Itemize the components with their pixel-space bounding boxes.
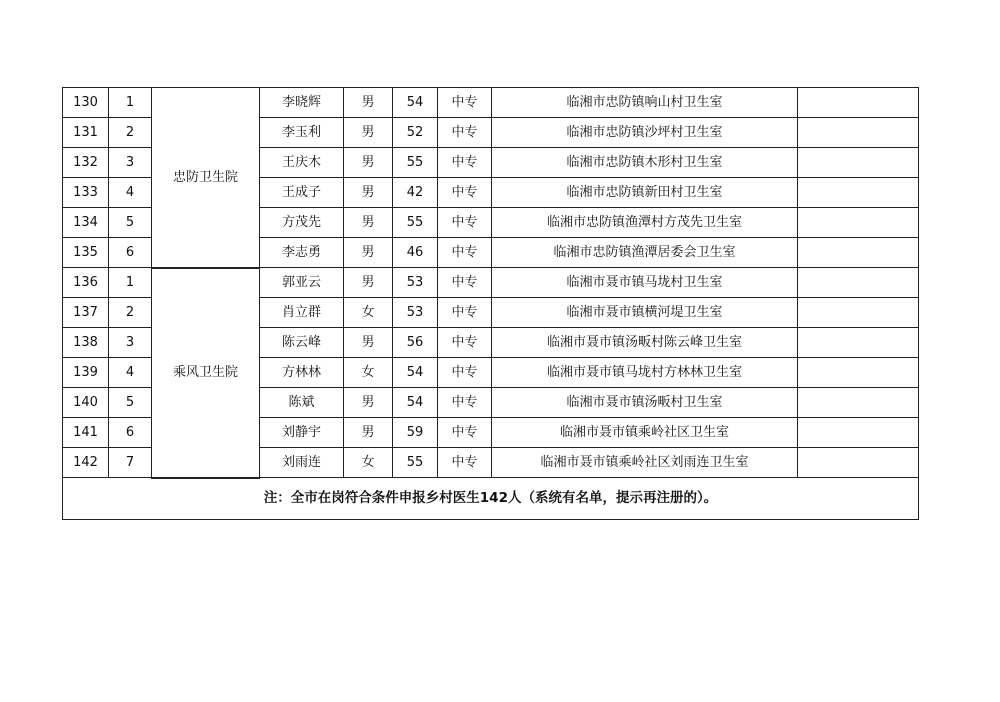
age-cell: 56 — [393, 328, 438, 358]
education-cell: 中专 — [438, 268, 492, 298]
sequence-cell: 2 — [109, 298, 152, 328]
row-number-cell: 135 — [63, 238, 109, 268]
sex-cell: 女 — [344, 448, 393, 478]
education-cell: 中专 — [438, 208, 492, 238]
education-cell: 中专 — [438, 238, 492, 268]
table-row — [63, 268, 919, 298]
unit-cell: 临湘市聂市镇马垅村方林林卫生室 — [492, 358, 798, 388]
doctor-roster-table — [62, 87, 919, 520]
remark-cell — [798, 388, 919, 418]
name-cell: 方林林 — [260, 358, 344, 388]
sex-cell: 男 — [344, 208, 393, 238]
sex-cell: 男 — [344, 118, 393, 148]
unit-cell: 临湘市聂市镇乘岭社区卫生室 — [492, 418, 798, 448]
unit-cell: 临湘市忠防镇新田村卫生室 — [492, 178, 798, 208]
name-cell: 王庆木 — [260, 148, 344, 178]
row-number-cell: 131 — [63, 118, 109, 148]
age-cell: 53 — [393, 298, 438, 328]
table-note: 注：全市在岗符合条件申报乡村医生142人（系统有名单，提示再注册的）。 — [63, 478, 919, 520]
age-cell: 55 — [393, 208, 438, 238]
unit-cell: 临湘市忠防镇渔潭居委会卫生室 — [492, 238, 798, 268]
name-cell: 刘雨连 — [260, 448, 344, 478]
remark-cell — [798, 358, 919, 388]
sequence-cell: 5 — [109, 388, 152, 418]
name-cell: 郭亚云 — [260, 268, 344, 298]
row-number-cell: 130 — [63, 88, 109, 118]
remark-cell — [798, 328, 919, 358]
row-number-cell: 133 — [63, 178, 109, 208]
note-row — [63, 478, 919, 520]
unit-cell: 临湘市忠防镇木形村卫生室 — [492, 148, 798, 178]
sequence-cell: 6 — [109, 238, 152, 268]
row-number-cell: 132 — [63, 148, 109, 178]
name-cell: 李晓辉 — [260, 88, 344, 118]
education-cell: 中专 — [438, 358, 492, 388]
sex-cell: 男 — [344, 88, 393, 118]
education-cell: 中专 — [438, 178, 492, 208]
name-cell: 李玉利 — [260, 118, 344, 148]
name-cell: 王成子 — [260, 178, 344, 208]
unit-cell: 临湘市聂市镇马垅村卫生室 — [492, 268, 798, 298]
unit-cell: 临湘市聂市镇汤畈村陈云峰卫生室 — [492, 328, 798, 358]
organization-cell: 忠防卫生院 — [152, 88, 260, 268]
name-cell: 陈斌 — [260, 388, 344, 418]
remark-cell — [798, 88, 919, 118]
remark-cell — [798, 148, 919, 178]
remark-cell — [798, 208, 919, 238]
age-cell: 42 — [393, 178, 438, 208]
age-cell: 55 — [393, 448, 438, 478]
education-cell: 中专 — [438, 298, 492, 328]
unit-cell: 临湘市聂市镇横河堤卫生室 — [492, 298, 798, 328]
name-cell: 陈云峰 — [260, 328, 344, 358]
remark-cell — [798, 268, 919, 298]
education-cell: 中专 — [438, 118, 492, 148]
sequence-cell: 4 — [109, 178, 152, 208]
row-number-cell: 141 — [63, 418, 109, 448]
name-cell: 方茂先 — [260, 208, 344, 238]
unit-cell: 临湘市聂市镇乘岭社区刘雨连卫生室 — [492, 448, 798, 478]
age-cell: 52 — [393, 118, 438, 148]
remark-cell — [798, 418, 919, 448]
row-number-cell: 136 — [63, 268, 109, 298]
age-cell: 54 — [393, 358, 438, 388]
sequence-cell: 3 — [109, 328, 152, 358]
row-number-cell: 139 — [63, 358, 109, 388]
table-row — [63, 88, 919, 118]
sequence-cell: 5 — [109, 208, 152, 238]
row-number-cell: 138 — [63, 328, 109, 358]
age-cell: 55 — [393, 148, 438, 178]
remark-cell — [798, 298, 919, 328]
sex-cell: 男 — [344, 268, 393, 298]
education-cell: 中专 — [438, 148, 492, 178]
education-cell: 中专 — [438, 88, 492, 118]
sex-cell: 男 — [344, 178, 393, 208]
sex-cell: 男 — [344, 388, 393, 418]
education-cell: 中专 — [438, 448, 492, 478]
row-number-cell: 142 — [63, 448, 109, 478]
sex-cell: 男 — [344, 238, 393, 268]
unit-cell: 临湘市忠防镇渔潭村方茂先卫生室 — [492, 208, 798, 238]
education-cell: 中专 — [438, 328, 492, 358]
education-cell: 中专 — [438, 418, 492, 448]
name-cell: 李志勇 — [260, 238, 344, 268]
remark-cell — [798, 448, 919, 478]
organization-cell: 乘风卫生院 — [152, 268, 260, 478]
unit-cell: 临湘市忠防镇沙坪村卫生室 — [492, 118, 798, 148]
age-cell: 54 — [393, 88, 438, 118]
age-cell: 59 — [393, 418, 438, 448]
name-cell: 肖立群 — [260, 298, 344, 328]
sequence-cell: 7 — [109, 448, 152, 478]
unit-cell: 临湘市忠防镇响山村卫生室 — [492, 88, 798, 118]
row-number-cell: 134 — [63, 208, 109, 238]
sequence-cell: 3 — [109, 148, 152, 178]
sequence-cell: 1 — [109, 268, 152, 298]
age-cell: 53 — [393, 268, 438, 298]
remark-cell — [798, 178, 919, 208]
remark-cell — [798, 118, 919, 148]
sex-cell: 女 — [344, 298, 393, 328]
sex-cell: 男 — [344, 328, 393, 358]
row-number-cell: 140 — [63, 388, 109, 418]
roster-body — [63, 88, 919, 520]
education-cell: 中专 — [438, 388, 492, 418]
age-cell: 46 — [393, 238, 438, 268]
sequence-cell: 2 — [109, 118, 152, 148]
sequence-cell: 1 — [109, 88, 152, 118]
sex-cell: 男 — [344, 148, 393, 178]
row-number-cell: 137 — [63, 298, 109, 328]
remark-cell — [798, 238, 919, 268]
sex-cell: 女 — [344, 358, 393, 388]
name-cell: 刘静宇 — [260, 418, 344, 448]
sequence-cell: 4 — [109, 358, 152, 388]
age-cell: 54 — [393, 388, 438, 418]
sex-cell: 男 — [344, 418, 393, 448]
unit-cell: 临湘市聂市镇汤畈村卫生室 — [492, 388, 798, 418]
sequence-cell: 6 — [109, 418, 152, 448]
